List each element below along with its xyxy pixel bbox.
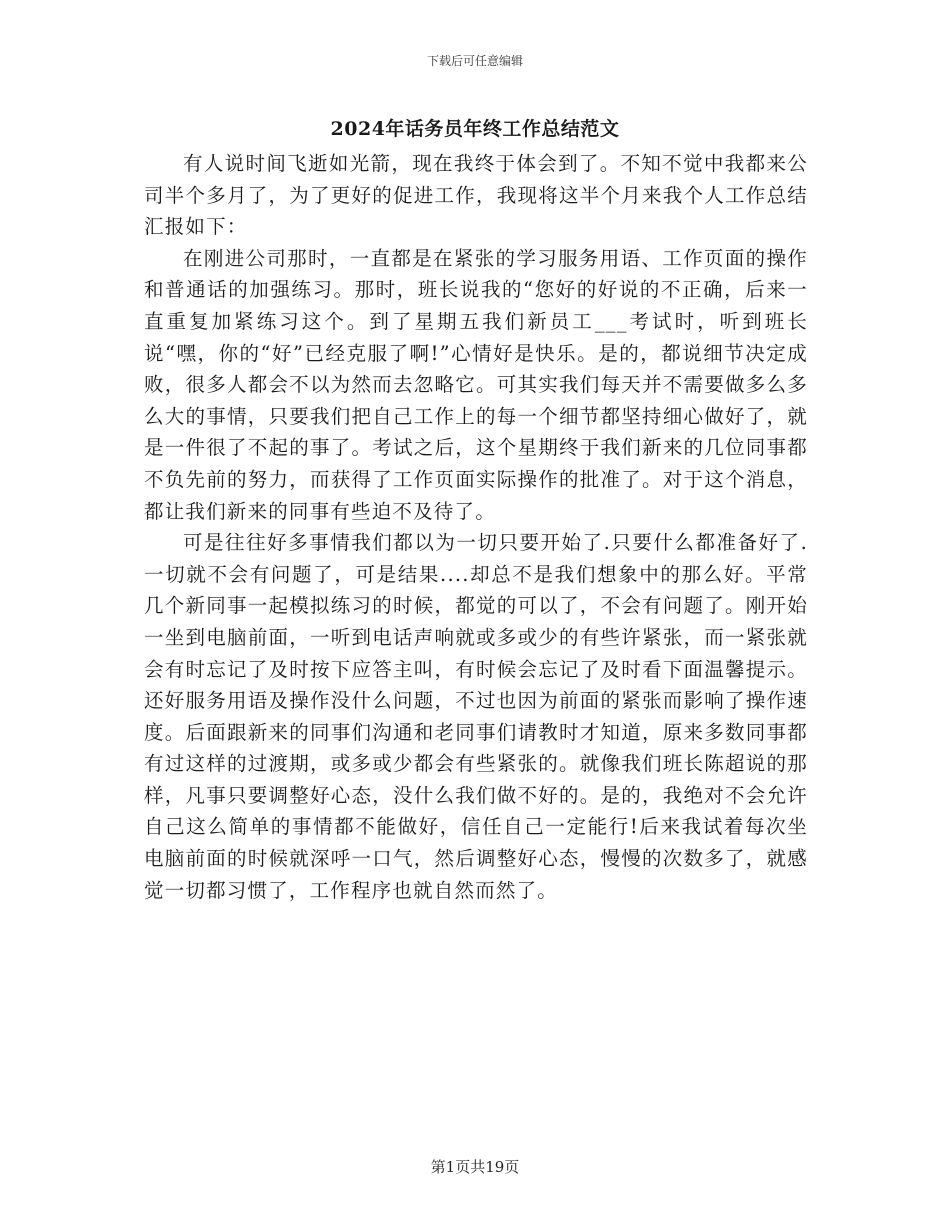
page-header-note: 下载后可任意编辑 <box>426 54 523 68</box>
paragraph-adjustment: 可是往往好多事情我们都以为一切只要开始了.只要什么都准备好了.一切就不会有问题了，可是结果....却总不是我们想象中的那么好。平常几个新同事一起模拟练习的时候，都觉的可以了，不会有问题了。刚开始一坐到电脑前面，一听到电话声响就或多或少的有些许紧张，而一紧张就会有时忘记了及时按下应答主叫，有时候会忘记了及时看下面温馨提示。还好服务用语及操作没什么问题，不过也因为前面的紧张而影响了操作速度。后面跟新来的同事们沟通和老同事们请教时才知道，原来多数同事都有过这样的过渡期，或多或少都会有些紧张的。就像我们班长陈超说的那样，凡事只要调整好心态，没什么我们做不好的。是的，我绝对不会允许自己这么简单的事情都不能做好，信任自己一定能行!后来我试着每次坐电脑前面的时候就深呼一口气，然后调整好心态，慢慢的次数多了，就感觉一切都习惯了，工作程序也就自然而然了。 <box>144 531 808 902</box>
document-body <box>144 148 808 906</box>
paragraph-intro: 有人说时间飞逝如光箭，现在我终于体会到了。不知不觉中我都来公司半个多月了，为了更好的促进工作，我现将这半个月来我个人工作总结汇报如下： <box>144 152 808 239</box>
document-title: 2024年话务员年终工作总结范文 <box>330 118 620 140</box>
paragraph-training: 在刚进公司那时，一直都是在紧张的学习服务用语、工作页面的操作和普通话的加强练习。那时，班长说我的“您好的好说的不正确，后来一直重复加紧练习这个。到了星期五我们新员工___考试时，听到班长说“嘿，你的“好”已经克服了啊!”心情好是快乐。是的，都说细节决定成败，很多人都会不以为然而去忽略它。可其实我们每天并不需要做多么多么大的事情，只要我们把自己工作上的每一个细节都坚持细心做好了，就是一件很了不起的事了。考试之后，这个星期终于我们新来的几位同事都不负先前的努力，而获得了工作页面实际操作的批准了。对于这个消息，都让我们新来的同事有些迫不及待了。 <box>144 246 808 523</box>
page-number: 第1页共19页 <box>430 1158 520 1176</box>
